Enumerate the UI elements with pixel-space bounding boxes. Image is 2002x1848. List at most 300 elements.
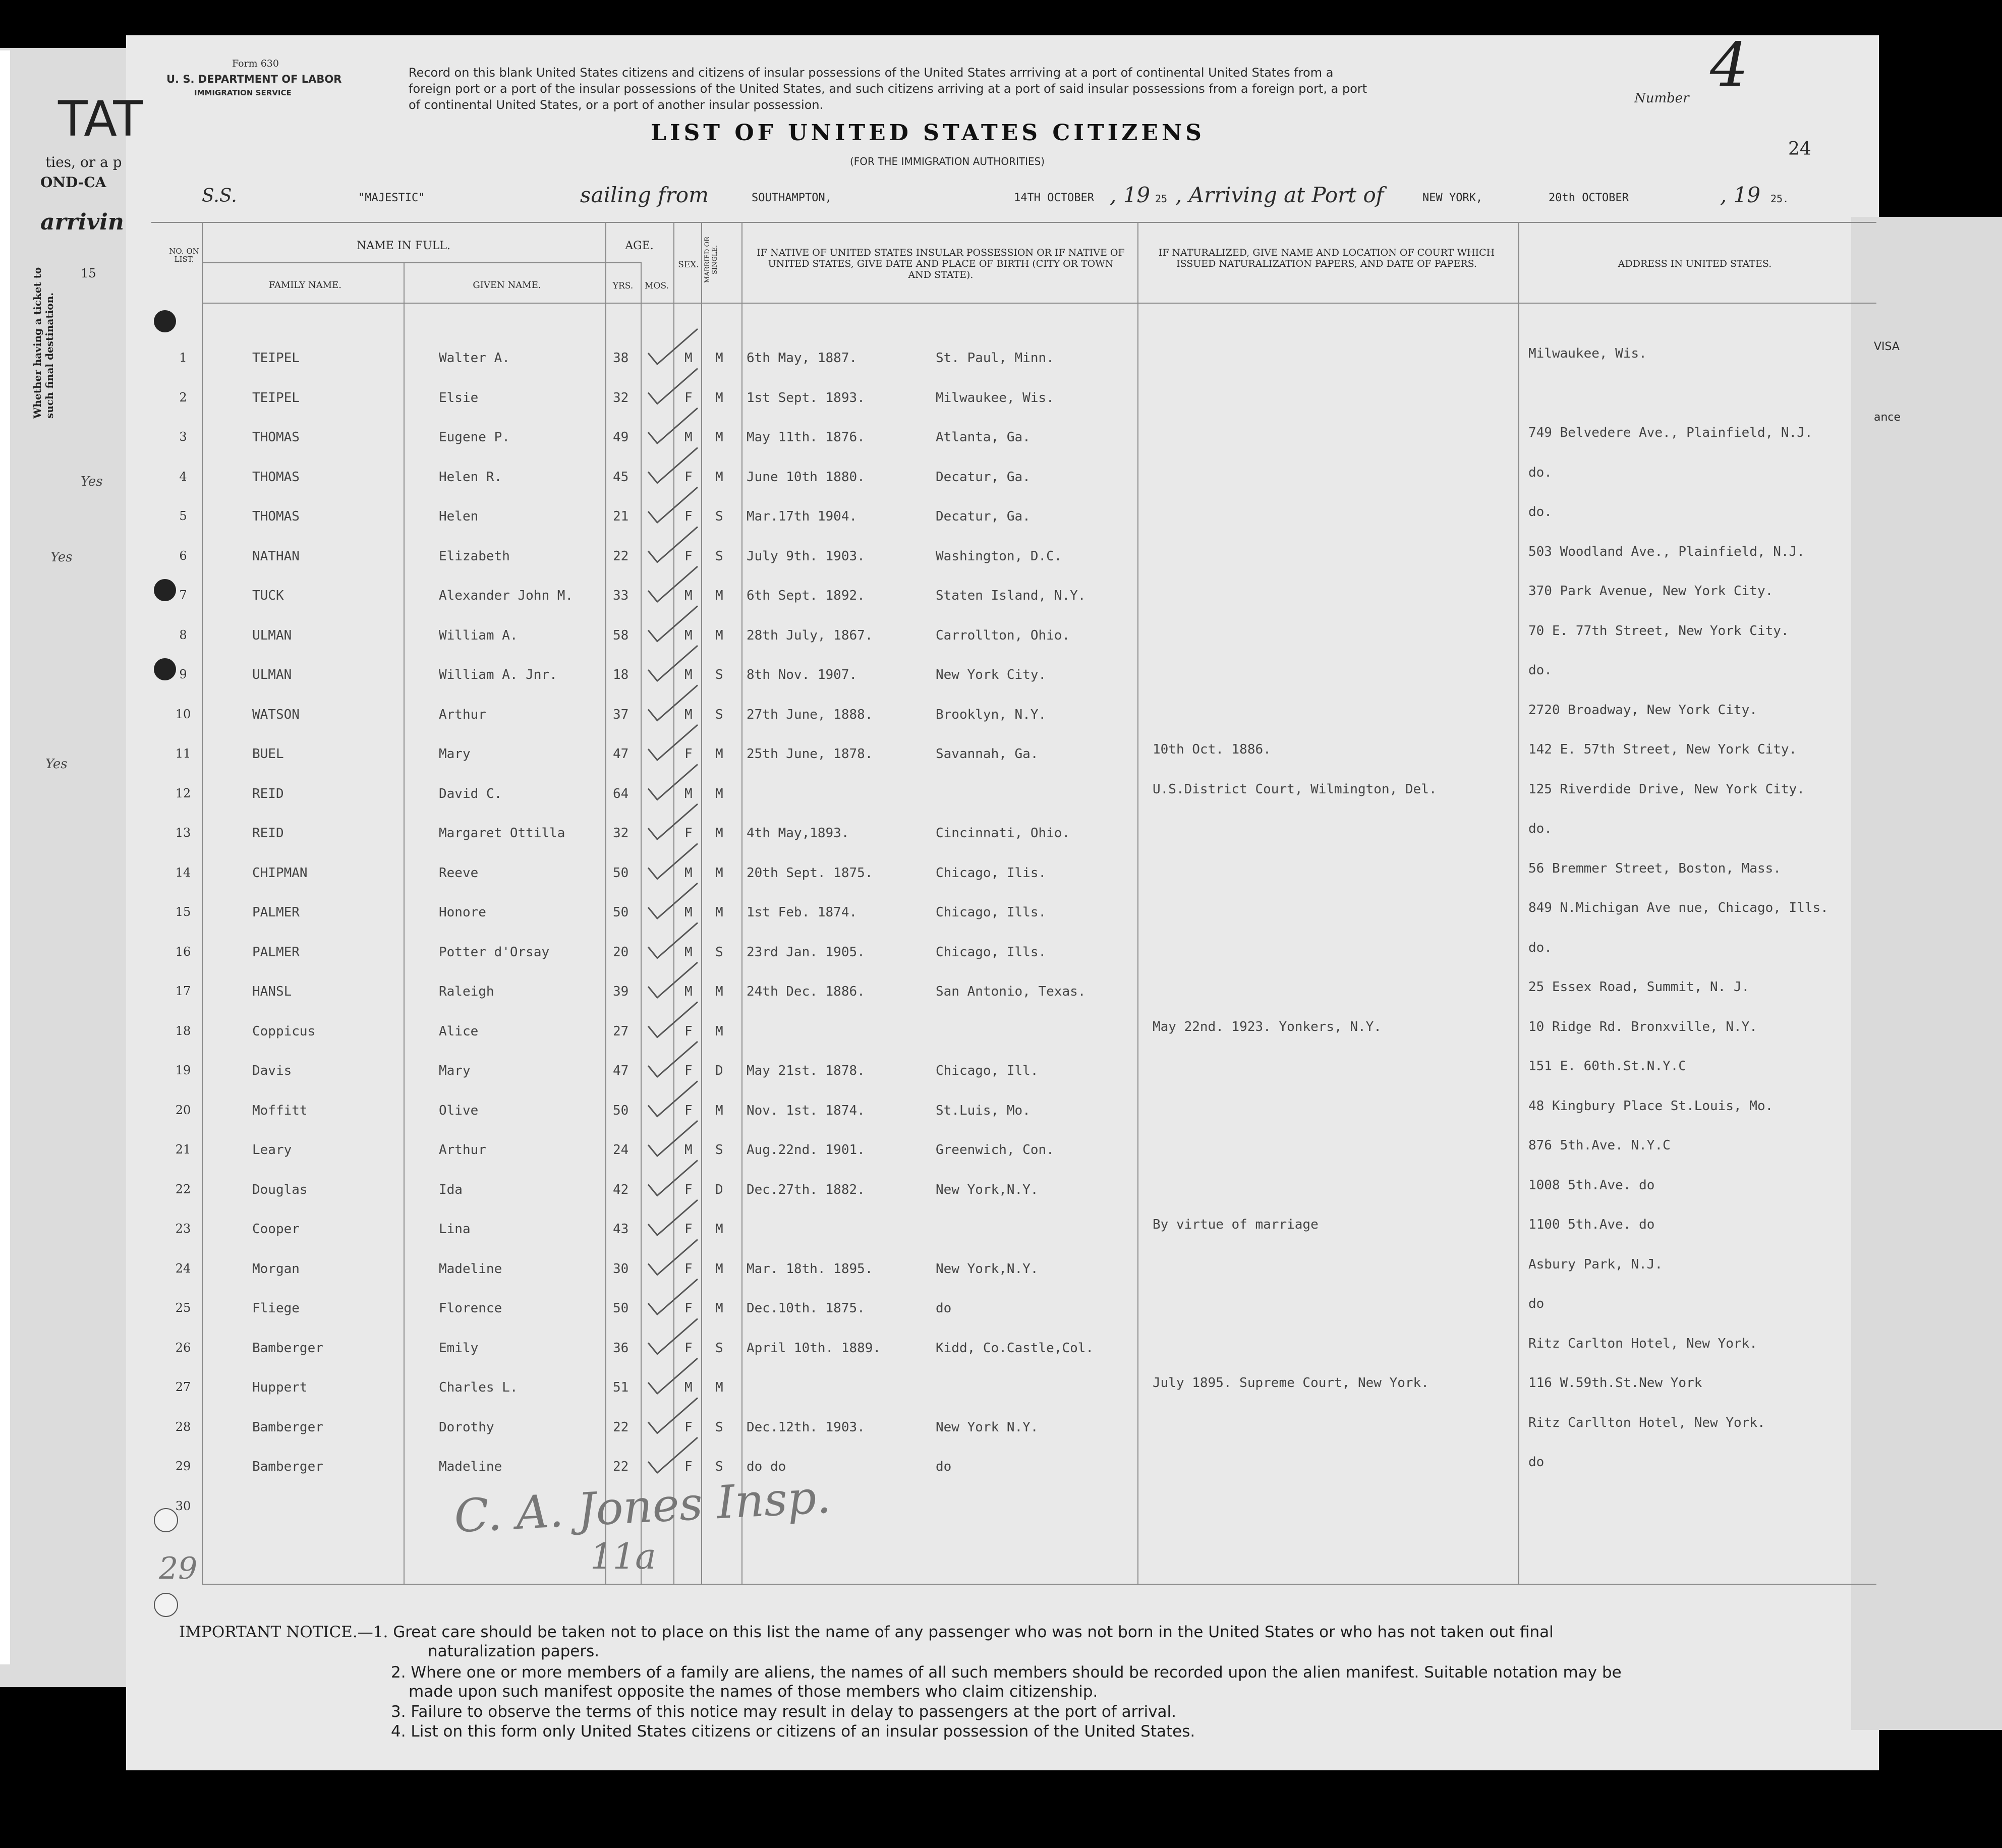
cell-given: Emily bbox=[439, 1340, 479, 1356]
cell-family: PALMER bbox=[252, 944, 300, 960]
cell-age: 50 bbox=[613, 1301, 629, 1316]
cell-address: 1008 5th.Ave. do bbox=[1528, 1177, 1655, 1193]
cell-no: 16 bbox=[175, 944, 191, 959]
cell-no: 12 bbox=[175, 786, 191, 800]
cell-family: REID bbox=[252, 826, 284, 841]
cell-family: ULMAN bbox=[252, 627, 292, 643]
cell-address: do bbox=[1528, 1455, 1545, 1470]
cell-family: Leary bbox=[252, 1142, 292, 1158]
cell-no: 15 bbox=[175, 905, 191, 919]
cell-given: Madeline bbox=[439, 1459, 502, 1474]
cell-ms: M bbox=[715, 1023, 723, 1039]
tally-note: 29 bbox=[159, 1551, 198, 1586]
cell-date: 20th Sept. 1875. bbox=[747, 865, 873, 881]
cell-family: TUCK bbox=[252, 588, 284, 603]
cell-given: Margaret Ottilla bbox=[439, 826, 565, 841]
cell-given: Olive bbox=[439, 1103, 479, 1118]
cell-family: Fliege bbox=[252, 1301, 300, 1316]
cell-place: New York,N.Y. bbox=[936, 1261, 1039, 1277]
cell-ms: M bbox=[715, 1103, 723, 1118]
cell-date: Dec.27th. 1882. bbox=[747, 1182, 865, 1197]
page-number: 24 bbox=[1788, 139, 1811, 159]
cell-address: 116 W.59th.St.New York bbox=[1528, 1375, 1702, 1391]
notice-item: Great care should be taken not to place on this list the name of any passenger who was not born in the United States or who has not taken out final bbox=[393, 1623, 1554, 1641]
cell-date: Dec.10th. 1875. bbox=[747, 1301, 865, 1316]
cell-ms: S bbox=[715, 1142, 723, 1158]
col-header-no: NO. ON LIST. bbox=[169, 247, 199, 264]
check-mark bbox=[648, 1081, 698, 1117]
left-fragment-line: OND-CA bbox=[40, 174, 106, 191]
cell-sex: M bbox=[684, 865, 693, 881]
cell-nat: U.S.District Court, Wilmington, Del. bbox=[1153, 781, 1437, 797]
cell-address: 10 Ridge Rd. Bronxville, N.Y. bbox=[1528, 1019, 1757, 1034]
cell-date: 27th June, 1888. bbox=[747, 707, 873, 722]
cell-place: Carrollton, Ohio. bbox=[936, 627, 1070, 643]
cell-address: 1100 5th.Ave. do bbox=[1528, 1217, 1655, 1232]
cell-sex: M bbox=[684, 984, 693, 999]
notice-heading: IMPORTANT NOTICE.—1. bbox=[179, 1623, 388, 1641]
cell-family: THOMAS bbox=[252, 509, 300, 524]
check-mark bbox=[648, 527, 698, 562]
cell-sex: F bbox=[684, 469, 693, 485]
cell-age: 50 bbox=[613, 1103, 629, 1118]
cell-age: 47 bbox=[613, 746, 629, 762]
cell-age: 18 bbox=[613, 667, 629, 682]
cell-age: 47 bbox=[613, 1063, 629, 1078]
punch-hole bbox=[154, 658, 176, 680]
col-header-family: FAMILY NAME. bbox=[269, 280, 341, 291]
cell-given: Honore bbox=[439, 905, 486, 920]
cell-given: Eugene P. bbox=[439, 430, 510, 445]
cell-given: Mary bbox=[439, 746, 471, 762]
cell-ms: M bbox=[715, 351, 723, 366]
cell-family: Bamberger bbox=[252, 1419, 323, 1435]
cell-date: April 10th. 1889. bbox=[747, 1340, 881, 1356]
cell-date: July 9th. 1903. bbox=[747, 548, 865, 564]
cell-sex: M bbox=[684, 430, 693, 445]
cell-ms: M bbox=[715, 1261, 723, 1277]
cell-sex: M bbox=[684, 1380, 693, 1395]
cell-family: Huppert bbox=[252, 1380, 308, 1395]
notice-item: 4. List on this form only United States citizens or citizens of an insular possession of the United States. bbox=[391, 1722, 1195, 1741]
cell-age: 50 bbox=[613, 865, 629, 881]
cell-family: CHIPMAN bbox=[252, 865, 308, 881]
check-mark bbox=[648, 883, 698, 918]
cell-place: Staten Island, N.Y. bbox=[936, 588, 1086, 603]
cell-age: 20 bbox=[613, 944, 629, 960]
cell-ms: S bbox=[715, 667, 723, 682]
col-header-name: NAME IN FULL. bbox=[357, 240, 450, 252]
cell-address: do. bbox=[1528, 663, 1552, 678]
cell-address: 849 N.Michigan Ave nue, Chicago, Ills. bbox=[1528, 900, 1828, 915]
cell-place: Milwaukee, Wis. bbox=[936, 390, 1054, 406]
cell-family: Bamberger bbox=[252, 1340, 323, 1356]
cell-date: Dec.12th. 1903. bbox=[747, 1419, 865, 1435]
cell-sex: M bbox=[684, 1142, 693, 1158]
cell-family: BUEL bbox=[252, 746, 284, 762]
check-mark bbox=[648, 448, 698, 483]
cell-no: 25 bbox=[175, 1301, 191, 1315]
cell-address: 503 Woodland Ave., Plainfield, N.J. bbox=[1528, 544, 1805, 559]
cell-address: Asbury Park, N.J. bbox=[1528, 1256, 1663, 1272]
check-mark bbox=[648, 1240, 698, 1275]
cell-date: do do bbox=[747, 1459, 786, 1474]
cell-given: William A. bbox=[439, 627, 518, 643]
check-mark bbox=[648, 369, 698, 404]
cell-address: 876 5th.Ave. N.Y.C bbox=[1528, 1138, 1671, 1153]
cell-date: 6th May, 1887. bbox=[747, 351, 857, 366]
notice-item: 2. Where one or more members of a family are aliens, the names of all such members should be recorded upon the alien manifest. Suitable notation may be bbox=[391, 1663, 1622, 1682]
check-mark bbox=[648, 1042, 698, 1077]
check-mark bbox=[648, 725, 698, 760]
cell-no: 20 bbox=[175, 1103, 191, 1117]
cell-age: 50 bbox=[613, 905, 629, 920]
cell-age: 22 bbox=[613, 1459, 629, 1474]
col-header-naturalized: IF NATURALIZED, GIVE NAME AND LOCATION OF COURT WHICH ISSUED NATURALIZATION PAPERS, AND DATE OF PAPERS. bbox=[1158, 247, 1495, 269]
col-header-sex: SEX. bbox=[678, 260, 699, 270]
cell-age: 42 bbox=[613, 1182, 629, 1197]
cell-nat: May 22nd. 1923. Yonkers, N.Y. bbox=[1153, 1019, 1382, 1034]
left-fragment-line: arrivin bbox=[40, 209, 124, 235]
cell-given: Potter d'Orsay bbox=[439, 944, 550, 960]
sailing-label: sailing from bbox=[580, 183, 709, 207]
cell-no: 27 bbox=[175, 1380, 191, 1394]
check-mark bbox=[648, 765, 698, 800]
cell-ms: M bbox=[715, 627, 723, 643]
cell-given: Dorothy bbox=[439, 1419, 494, 1435]
arrival-year: 25. bbox=[1770, 193, 1789, 205]
cell-ms: S bbox=[715, 548, 723, 564]
cell-address: 70 E. 77th Street, New York City. bbox=[1528, 623, 1789, 639]
cell-sex: F bbox=[684, 1222, 693, 1237]
cell-given: Helen bbox=[439, 509, 479, 524]
cell-sex: M bbox=[684, 351, 693, 366]
cell-place: San Antonio, Texas. bbox=[936, 984, 1086, 999]
cell-no: 3 bbox=[179, 430, 187, 444]
number-label: Number bbox=[1634, 91, 1689, 106]
cell-family: Coppicus bbox=[252, 1023, 316, 1039]
cell-ms: M bbox=[715, 746, 723, 762]
notice-line bbox=[179, 1623, 1554, 1641]
check-mark bbox=[648, 962, 698, 998]
cell-no: 5 bbox=[179, 509, 187, 523]
cell-address: do. bbox=[1528, 821, 1552, 836]
cell-age: 30 bbox=[613, 1261, 629, 1277]
col-header-age: AGE. bbox=[625, 240, 654, 252]
cell-sex: F bbox=[684, 509, 693, 524]
cell-sex: F bbox=[684, 826, 693, 841]
inspector-signature: C. A. Jones Insp. bbox=[452, 1470, 832, 1543]
cell-place: Cincinnati, Ohio. bbox=[936, 826, 1070, 841]
cell-date: June 10th 1880. bbox=[747, 469, 865, 485]
cell-ms: M bbox=[715, 1380, 723, 1395]
check-mark bbox=[648, 646, 698, 681]
cell-ms: S bbox=[715, 1459, 723, 1474]
cell-ms: M bbox=[715, 390, 723, 406]
cell-age: 64 bbox=[613, 786, 629, 801]
cell-sex: F bbox=[684, 548, 693, 564]
cell-place: Greenwich, Con. bbox=[936, 1142, 1054, 1158]
arrival-date: 20th OCTOBER bbox=[1549, 192, 1629, 204]
check-mark bbox=[648, 1398, 698, 1433]
page-title: LIST OF UNITED STATES CITIZENS bbox=[651, 120, 1205, 146]
cell-given: Reeve bbox=[439, 865, 479, 881]
cell-date: Mar.17th 1904. bbox=[747, 509, 857, 524]
notice-item: 3. Failure to observe the terms of this notice may result in delay to passengers at the port of arrival. bbox=[391, 1703, 1177, 1721]
page-subtitle: (FOR THE IMMIGRATION AUTHORITIES) bbox=[850, 155, 1045, 167]
cell-sex: F bbox=[684, 1459, 693, 1474]
cell-no: 21 bbox=[175, 1142, 191, 1157]
cell-address: 56 Bremmer Street, Boston, Mass. bbox=[1528, 860, 1781, 876]
punch-hole bbox=[154, 310, 176, 332]
cell-sex: M bbox=[684, 905, 693, 920]
cell-family: Moffitt bbox=[252, 1103, 308, 1118]
cell-no: 1 bbox=[179, 351, 187, 365]
cell-no: 24 bbox=[175, 1261, 191, 1276]
cell-given: Alice bbox=[439, 1023, 479, 1039]
punch-hole bbox=[154, 579, 176, 601]
cell-no: 19 bbox=[175, 1063, 191, 1077]
cell-place: Chicago, Ills. bbox=[936, 944, 1047, 960]
cell-sex: M bbox=[684, 786, 693, 801]
cell-ms: M bbox=[715, 430, 723, 445]
cell-ms: S bbox=[715, 1340, 723, 1356]
cell-age: 43 bbox=[613, 1222, 629, 1237]
cell-age: 38 bbox=[613, 351, 629, 366]
cell-age: 32 bbox=[613, 826, 629, 841]
cell-place: Chicago, Ill. bbox=[936, 1063, 1039, 1078]
cell-family: Douglas bbox=[252, 1182, 308, 1197]
cell-given: Elsie bbox=[439, 390, 479, 406]
check-mark bbox=[648, 804, 698, 839]
cell-address: 142 E. 57th Street, New York City. bbox=[1528, 742, 1797, 757]
cell-family: NATHAN bbox=[252, 548, 300, 564]
cell-place: St. Paul, Minn. bbox=[936, 351, 1054, 366]
cell-age: 58 bbox=[613, 627, 629, 643]
cell-family: HANSL bbox=[252, 984, 292, 999]
cell-no: 28 bbox=[175, 1419, 191, 1434]
cell-date: 24th Dec. 1886. bbox=[747, 984, 865, 999]
col-header-address: ADDRESS IN UNITED STATES. bbox=[1618, 258, 1772, 269]
right-margin-ance: ance bbox=[1874, 411, 1901, 424]
cell-sex: F bbox=[684, 1063, 693, 1078]
check-mark bbox=[648, 487, 698, 523]
cell-address: do. bbox=[1528, 465, 1552, 480]
cell-place: Atlanta, Ga. bbox=[936, 430, 1031, 445]
cell-ms: M bbox=[715, 1222, 723, 1237]
cell-family: WATSON bbox=[252, 707, 300, 722]
cell-family: THOMAS bbox=[252, 469, 300, 485]
sail-date: 14TH OCTOBER bbox=[1014, 192, 1094, 204]
cell-ms: D bbox=[715, 1182, 723, 1197]
cell-given: Lina bbox=[439, 1222, 471, 1237]
col-header-yrs: YRS. bbox=[612, 281, 634, 291]
cell-nat: By virtue of marriage bbox=[1153, 1217, 1319, 1232]
cell-ms: M bbox=[715, 984, 723, 999]
cell-date: 4th May,1893. bbox=[747, 826, 849, 841]
cell-sex: F bbox=[684, 1103, 693, 1118]
cell-given: Arthur bbox=[439, 707, 486, 722]
cell-given: Alexander John M. bbox=[439, 588, 574, 603]
cell-address: 151 E. 60th.St.N.Y.C bbox=[1528, 1059, 1687, 1074]
cell-age: 33 bbox=[613, 588, 629, 603]
cell-date: 1st Sept. 1893. bbox=[747, 390, 865, 406]
cell-address: 48 Kingbury Place St.Louis, Mo. bbox=[1528, 1098, 1774, 1114]
cell-address: do. bbox=[1528, 504, 1552, 519]
cell-family: Davis bbox=[252, 1063, 292, 1078]
cell-family: REID bbox=[252, 786, 284, 801]
cell-sex: F bbox=[684, 746, 693, 762]
check-mark bbox=[648, 1437, 698, 1473]
check-mark bbox=[648, 1121, 698, 1156]
cell-address: 370 Park Avenue, New York City. bbox=[1528, 584, 1774, 599]
cell-age: 49 bbox=[613, 430, 629, 445]
cell-family: TEIPEL bbox=[252, 351, 300, 366]
ship-name: "MAJESTIC" bbox=[358, 192, 425, 204]
cell-date: May 11th. 1876. bbox=[747, 430, 865, 445]
cell-family: Cooper bbox=[252, 1222, 300, 1237]
department-name: U. S. DEPARTMENT OF LABOR bbox=[166, 73, 342, 85]
cell-no: 14 bbox=[175, 865, 191, 880]
cell-date: 1st Feb. 1874. bbox=[747, 905, 857, 920]
cell-place: New York City. bbox=[936, 667, 1047, 682]
cell-no: 30 bbox=[175, 1498, 191, 1513]
cell-ms: S bbox=[715, 1419, 723, 1435]
cell-date: 28th July, 1867. bbox=[747, 627, 873, 643]
left-fragment-side-note: Whether having a ticket to such final destination. bbox=[31, 267, 55, 419]
cell-no: 10 bbox=[175, 707, 191, 721]
cell-date: 6th Sept. 1892. bbox=[747, 588, 865, 603]
cell-given: Elizabeth bbox=[439, 548, 510, 564]
check-mark bbox=[648, 566, 698, 602]
cell-age: 51 bbox=[613, 1380, 629, 1395]
right-margin-visa: VISA bbox=[1874, 340, 1900, 353]
cell-no: 11 bbox=[175, 746, 191, 761]
check-mark bbox=[648, 1358, 698, 1394]
cell-address: Milwaukee, Wis. bbox=[1528, 346, 1647, 361]
cell-no: 17 bbox=[175, 984, 191, 998]
cell-no: 26 bbox=[175, 1340, 191, 1355]
cell-sex: F bbox=[684, 1340, 693, 1356]
instruction-line: Record on this blank United States citizens and citizens of insular possessions of the United States arrriving at a port of continental United States from a bbox=[409, 66, 1334, 80]
cell-address: 749 Belvedere Ave., Plainfield, N.J. bbox=[1528, 425, 1813, 440]
cell-no: 13 bbox=[175, 826, 191, 840]
from-port: SOUTHAMPTON, bbox=[752, 192, 832, 204]
cell-address: Ritz Carlton Hotel, New York. bbox=[1528, 1336, 1757, 1351]
cell-family: PALMER bbox=[252, 905, 300, 920]
check-mark bbox=[648, 1200, 698, 1235]
cell-age: 37 bbox=[613, 707, 629, 722]
cell-given: Florence bbox=[439, 1301, 502, 1316]
cell-ms: S bbox=[715, 509, 723, 524]
cell-sex: F bbox=[684, 1182, 693, 1197]
cell-place: New York N.Y. bbox=[936, 1419, 1039, 1435]
cell-ms: M bbox=[715, 865, 723, 881]
cell-family: Bamberger bbox=[252, 1459, 323, 1474]
cell-ms: M bbox=[715, 786, 723, 801]
cell-place: St.Luis, Mo. bbox=[936, 1103, 1031, 1118]
left-fragment-line: 15 bbox=[81, 266, 96, 280]
cell-no: 8 bbox=[179, 627, 187, 642]
check-mark bbox=[648, 844, 698, 879]
form-number: Form 630 bbox=[232, 58, 279, 69]
cell-sex: F bbox=[684, 1023, 693, 1039]
punch-hole bbox=[154, 1508, 178, 1532]
left-yes-mark: Yes bbox=[45, 757, 68, 772]
cell-address: 2720 Broadway, New York City. bbox=[1528, 702, 1757, 718]
cell-ms: M bbox=[715, 588, 723, 603]
cell-address: do. bbox=[1528, 940, 1552, 955]
notice-item: naturalization papers. bbox=[428, 1642, 600, 1660]
cell-family: TEIPEL bbox=[252, 390, 300, 406]
cell-ms: S bbox=[715, 707, 723, 722]
cell-sex: F bbox=[684, 390, 693, 406]
ss-label: S.S. bbox=[202, 186, 237, 206]
check-mark bbox=[648, 1161, 698, 1196]
check-marks bbox=[648, 329, 698, 1473]
cell-ms: M bbox=[715, 826, 723, 841]
cell-given: William A. Jnr. bbox=[439, 667, 557, 682]
cell-date: Aug.22nd. 1901. bbox=[747, 1142, 865, 1158]
cell-age: 22 bbox=[613, 548, 629, 564]
count-note: 11a bbox=[590, 1536, 656, 1577]
cell-no: 23 bbox=[175, 1222, 191, 1236]
cell-sex: F bbox=[684, 1419, 693, 1435]
cell-date: May 21st. 1878. bbox=[747, 1063, 865, 1078]
cell-family: ULMAN bbox=[252, 667, 292, 682]
cell-no: 4 bbox=[179, 469, 187, 484]
cell-no: 2 bbox=[179, 390, 187, 405]
left-fragment-line: ties, or a p bbox=[45, 154, 122, 170]
check-mark bbox=[648, 329, 698, 364]
col-header-given: GIVEN NAME. bbox=[473, 280, 541, 291]
cell-place: Decatur, Ga. bbox=[936, 469, 1031, 485]
check-mark bbox=[648, 923, 698, 958]
cell-age: 39 bbox=[613, 984, 629, 999]
cell-age: 22 bbox=[613, 1419, 629, 1435]
arrival-port: NEW YORK, bbox=[1422, 192, 1483, 204]
cell-given: Madeline bbox=[439, 1261, 502, 1277]
notice-item: made upon such manifest opposite the names of those members who claim citizenship. bbox=[409, 1683, 1098, 1701]
cell-address: do bbox=[1528, 1296, 1545, 1311]
cell-place: do bbox=[936, 1301, 952, 1316]
cell-family: THOMAS bbox=[252, 430, 300, 445]
cell-nat: July 1895. Supreme Court, New York. bbox=[1153, 1375, 1429, 1391]
cell-ms: M bbox=[715, 1301, 723, 1316]
cell-place: Washington, D.C. bbox=[936, 548, 1062, 564]
left-fragment-heading: TAT bbox=[58, 91, 143, 147]
check-mark bbox=[648, 685, 698, 721]
cell-date: Mar. 18th. 1895. bbox=[747, 1261, 873, 1277]
cell-no: 7 bbox=[179, 588, 187, 602]
cell-no: 18 bbox=[175, 1023, 191, 1038]
check-mark bbox=[648, 1319, 698, 1354]
year-prefix: , 19 bbox=[1110, 183, 1151, 207]
instruction-line: foreign port or a port of the insular possessions of the United States, and such citizens arriving at a port of said insular possessions from a foreign port, a port bbox=[409, 82, 1367, 96]
cell-age: 45 bbox=[613, 469, 629, 485]
cell-age: 24 bbox=[613, 1142, 629, 1158]
cell-ms: M bbox=[715, 469, 723, 485]
check-mark bbox=[648, 408, 698, 443]
cell-given: Helen R. bbox=[439, 469, 502, 485]
cell-given: Charles L. bbox=[439, 1380, 518, 1395]
cell-place: Brooklyn, N.Y. bbox=[936, 707, 1047, 722]
cell-date: 8th Nov. 1907. bbox=[747, 667, 857, 682]
col-header-birth: IF NATIVE OF UNITED STATES INSULAR POSSESSION OR IF NATIVE OF UNITED STATES, GIVE DATE AND PLACE OF BIRTH (CITY OR TOWN AND STATE). bbox=[757, 247, 1125, 280]
cell-ms: M bbox=[715, 905, 723, 920]
cell-age: 27 bbox=[613, 1023, 629, 1039]
cell-place: Chicago, Ilis. bbox=[936, 865, 1047, 881]
